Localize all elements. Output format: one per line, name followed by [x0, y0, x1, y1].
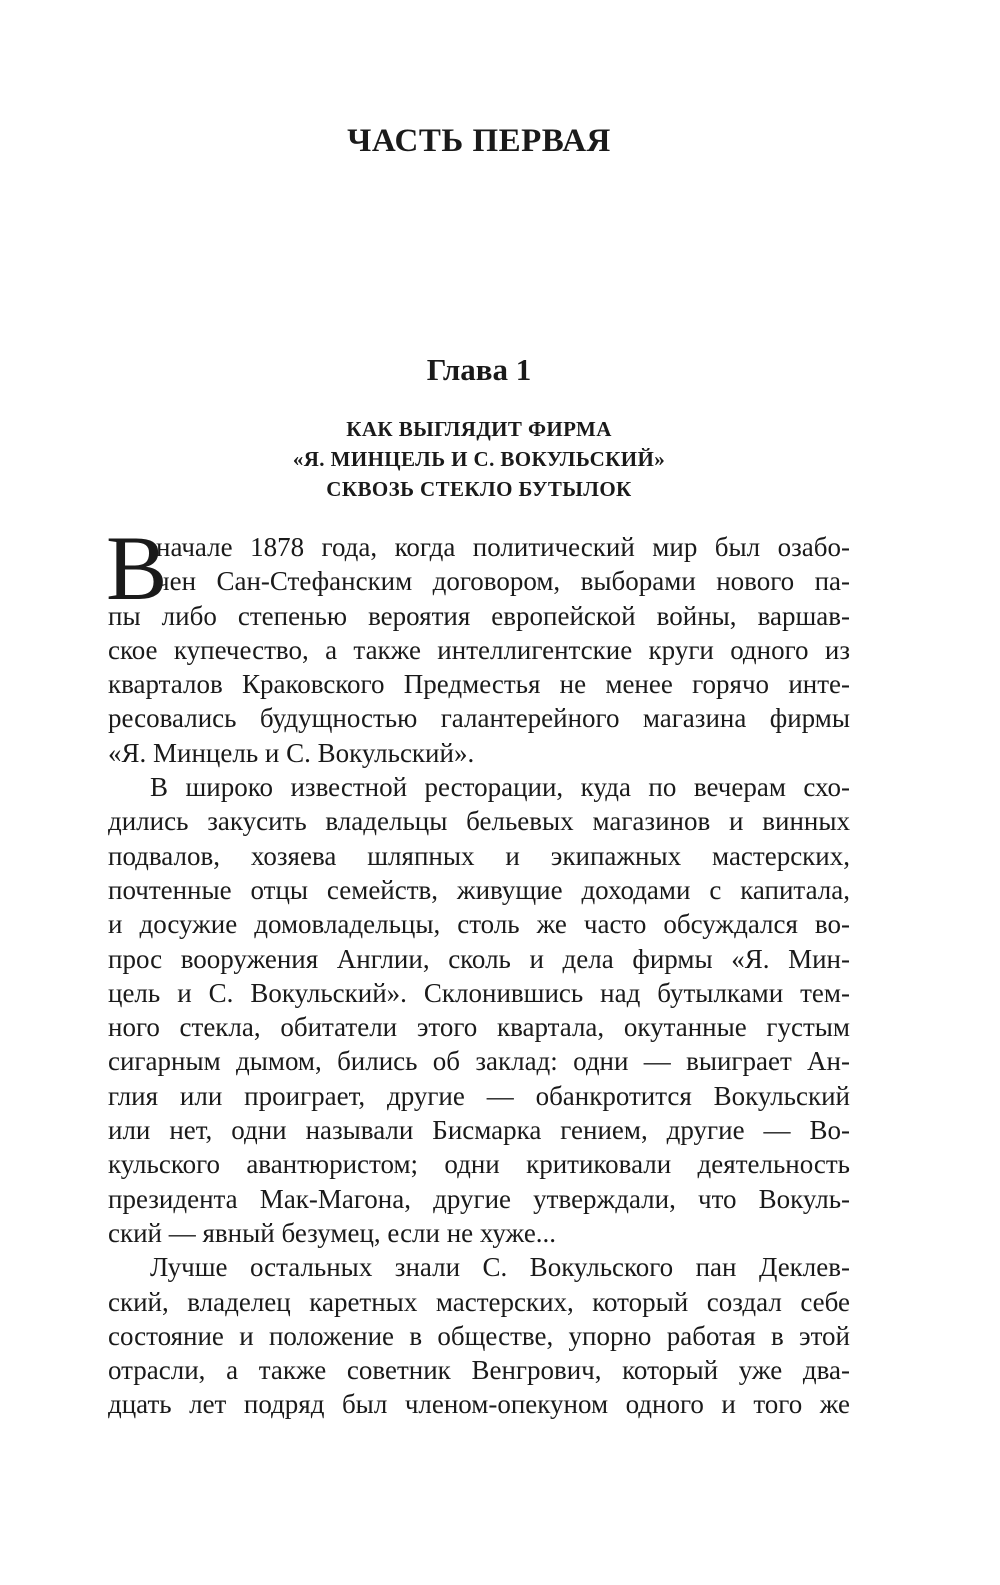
text-line: и досужие домовладельцы, столь же часто обсуждался во- — [108, 909, 850, 940]
text-line: дились закусить владельцы бельевых магазинов и винных — [108, 806, 850, 837]
text-line: ский — явный безумец, если не хуже... — [108, 1217, 557, 1248]
paragraph-1 — [106, 517, 850, 770]
text-line: чен Сан-Стефанским договором, выборами нового па- — [156, 566, 850, 597]
subtitle-line: «Я. МИНЦЕЛЬ И С. ВОКУЛЬСКИЙ» — [292, 447, 666, 471]
text-line: почтенные отцы семейств, живущие доходами с капитала, — [108, 874, 850, 905]
text-line: сигарным дымом, бились об заклад: одни — выиграет Ан- — [108, 1046, 850, 1077]
text-line: В широко известной ресторации, куда по вечерам схо- — [150, 772, 850, 803]
text-line: «Я. Минцель и С. Вокульский». — [108, 737, 475, 768]
text-line: дцать лет подряд был членом-опекуном одного и того же — [108, 1389, 850, 1420]
subtitle-line: КАК ВЫГЛЯДИТ ФИРМА — [346, 417, 612, 441]
text-line: подвалов, хозяева шляпных и экипажных мастерских, — [108, 840, 850, 871]
text-line: кварталов Краковского Предместья не менее горячо инте- — [108, 669, 850, 700]
text-line: Лучше остальных знали С. Вокульского пан Деклев- — [150, 1252, 850, 1283]
text-line: начале 1878 года, когда политический мир был озабо- — [156, 532, 850, 562]
text-line: состояние и положение в обществе, упорно работая в этой — [108, 1320, 850, 1351]
text-line: ресовались будущностью галантерейного магазина фирмы — [108, 703, 850, 734]
chapter-title: Глава 1 — [426, 352, 532, 387]
text-line: кульского авантюристом; одни критиковали деятельность — [108, 1149, 850, 1180]
text-line: прос вооружения Англии, сколь и дела фирмы «Я. Мин- — [108, 943, 850, 974]
text-line: президента Мак-Магона, другие утверждали, что Вокуль- — [108, 1183, 850, 1214]
text-line: цель и С. Вокульский». Склонившись над бутылками тем- — [108, 977, 850, 1008]
text-line: отрасли, а также советник Венгрович, который уже два- — [108, 1355, 850, 1386]
text-line: ного стекла, обитатели этого квартала, окутанные густым — [108, 1012, 850, 1043]
text-line: глия или проиграет, другие — обанкротится Вокульский — [108, 1080, 850, 1111]
text-line: или нет, одни называли Бисмарка гением, другие — Во- — [108, 1115, 850, 1146]
text-line: ский, владелец каретных мастерских, который создал себе — [108, 1286, 850, 1317]
paragraph-2 — [108, 770, 850, 1250]
chapter-subtitle — [0, 414, 958, 504]
chapter-body — [106, 517, 850, 1422]
subtitle-line: СКВОЗЬ СТЕКЛО БУТЫЛОК — [326, 477, 632, 501]
text-line: ское купечество, а также интеллигентские круги одного из — [108, 634, 850, 665]
drop-cap: В — [106, 517, 168, 619]
paragraph-3 — [108, 1250, 850, 1421]
text-line: пы либо степенью вероятия европейской войны, варшав- — [108, 600, 850, 631]
part-title: ЧАСТЬ ПЕРВАЯ — [347, 123, 611, 159]
